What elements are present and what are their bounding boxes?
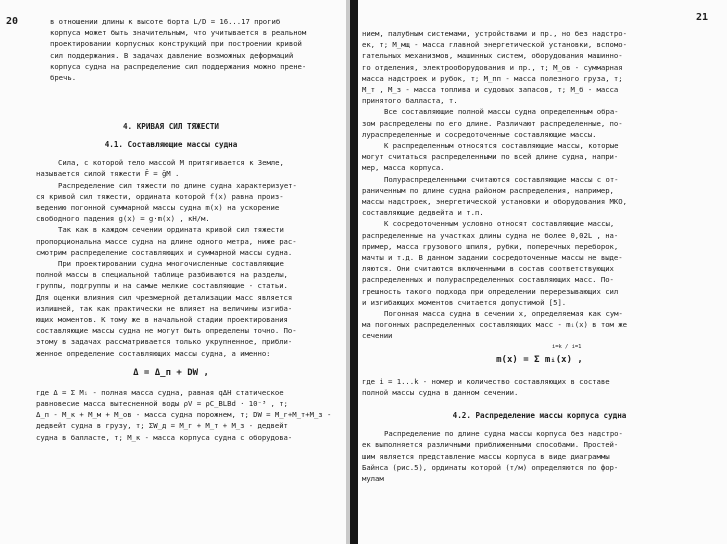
- text-line: Δ_п - M_к + M_м + M_ов - масса судна порожнем, т; DW = M_г+M_т+M_з -: [36, 410, 332, 420]
- left-body: [6, 157, 336, 359]
- text-line: При проектировании судна многочисленные составляющие: [58, 259, 284, 269]
- text-line: могут считаться распределенными по всей длине судна, напри-: [362, 152, 619, 162]
- text-line: мачты и т.д. В данном задании сосредоточенные массы не выде-: [362, 253, 623, 263]
- text-line: в отношении длины к высоте борта L/D = 16...17 прогиб: [50, 17, 281, 26]
- text-line: этому в задачах рассматривается только укрупненное, прибли-: [36, 337, 293, 347]
- text-line: распределенных и полураспределенных составляющих масс. По-: [362, 275, 614, 285]
- text-line: пример, масса грузового шпиля, рубки, поперечных переборок,: [362, 241, 619, 251]
- text-line: лураспределенные и сосредоточенные составляющие массы.: [362, 129, 597, 139]
- text-line: называется силой тяжести F̄ = ḡM .: [36, 169, 180, 179]
- right-after-formula: [362, 376, 717, 398]
- text-line: К сосредоточенным условно относят составляющие массы,: [384, 219, 615, 229]
- text-line: дедвейт судна в грузу, т; ΣW_д = M_г + M_т + M_з - дедвейт: [36, 421, 288, 431]
- left-bottom-paragraph: [6, 387, 336, 443]
- text-line: принятого балласта, т.: [362, 96, 458, 106]
- text-line: нием, палубным системами, устройствами и пр., но без надстро-: [362, 29, 627, 38]
- text-line: излишней, так как практически не влияет на величины изгиба-: [36, 303, 293, 313]
- text-line: корпуса судна на распределение сил поддержания можно прене-: [50, 61, 307, 71]
- text-line: сил поддержания. В задачах давление возможных деформаций: [50, 50, 294, 60]
- text-line: проектировании корпусных конструкций при построении кривой: [50, 39, 302, 49]
- left-top-paragraph: [6, 16, 336, 83]
- text-line: мулам: [362, 473, 384, 483]
- text-line: женное определение составляющих массы судна, а именно:: [36, 348, 271, 358]
- text-line: шим является представление массы корпуса в виде диаграммы: [362, 451, 610, 461]
- right-mid-paragraphs: [362, 106, 717, 341]
- text-line: Для оценки влияния сил чрезмерной детализации масс является: [36, 292, 293, 302]
- text-line: составляющие массы судна не могут быть определены точно. По-: [36, 326, 297, 336]
- text-line: зом распределены по его длине. Различают распределенные, по-: [362, 118, 623, 128]
- text-line: составляющие дедвейта и т.п.: [362, 208, 484, 218]
- text-line: группы, подгруппы и на самые мелкие составляющие - статьи.: [36, 281, 288, 291]
- text-line: M_т , M_з - масса топлива и судовых запасов, т; M_б - масса: [362, 85, 619, 95]
- text-line: распределенные на участках длины судна не более 0,02L , на-: [362, 230, 619, 240]
- text-line: Все составляющие полной массы судна определенным обра-: [384, 107, 619, 117]
- text-line: Так как в каждом сечении ордината кривой сил тяжести: [58, 225, 284, 235]
- text-line: Байнса (рис.5), ординаты которой (т/м) определяются по фор-: [362, 462, 619, 472]
- text-line: К распределенным относятся составляющие массы, которые: [384, 141, 619, 151]
- text-line: ющих моментов. К тому же в начальной стадии проектирования: [36, 315, 288, 325]
- text-line: Распределение по длине судна массы корпуса без надстро-: [384, 429, 623, 439]
- subsection-heading: 4.1. Составляющие массы судна: [104, 140, 238, 150]
- text-line: где Δ = Σ Mᵢ - полная масса судна, равная qΔH статическое: [36, 387, 284, 397]
- book-gutter: [350, 0, 358, 544]
- main-formula: Δ = Δ_п + DW ,: [133, 367, 209, 378]
- text-line: Полураспределенными считаются составляющие массы с от-: [384, 174, 619, 184]
- text-line: ся кривой сил тяжести, ордината которой f(x) равна произ-: [36, 191, 284, 201]
- text-line: го отделения, электрооборудования и пр., т; M_ов - суммарная: [362, 62, 623, 72]
- text-line: ма погонных распределенных составляющих масс - mᵢ(x) в том же: [362, 320, 627, 330]
- text-line: пропорциональна массе судна на длине одного метра, ниже рас-: [36, 236, 297, 246]
- text-line: корпуса может быть значительным, что учитывается в реальном: [50, 28, 307, 38]
- text-line: мер, масса корпуса.: [362, 163, 445, 173]
- text-line: равновесие масса вытесненной воды ρV = ρC_BLBd · 10⁻³ , т;: [36, 399, 288, 409]
- right-page: [358, 0, 727, 544]
- right-top-paragraph: [362, 28, 717, 106]
- text-line: раниченным по длине судна районом распределения, например,: [362, 185, 614, 195]
- text-line: Сила, с которой тело массой M притягивается к Земле,: [58, 158, 284, 168]
- text-line: бречь.: [50, 73, 77, 83]
- section-heading: 4. КРИВАЯ СИЛ ТЯЖЕСТИ: [122, 122, 219, 132]
- text-line: ек, т; M_мщ - масса главной энергетической установки, вспомо-: [362, 40, 627, 50]
- subsection-heading-right: 4.2. Распределение массы корпуса судна: [452, 411, 627, 421]
- text-line: масса надстроек и рубок, т; M_пп - масса полезного груза, т;: [362, 73, 623, 83]
- text-line: массы надстроек, энергетической установки и оборудования МКО,: [362, 197, 627, 207]
- formula-summation-limits: i=k / i=1: [552, 343, 582, 350]
- text-line: Распределение сил тяжести по длине судна характеризует-: [58, 180, 297, 190]
- page-number-left: 20: [6, 16, 19, 27]
- text-line: полной массы судна в данном сечении.: [362, 387, 519, 397]
- text-line: и изгибающих моментов считается допустимой [5].: [362, 297, 567, 307]
- text-line: судна в балласте, т; M_к - масса корпуса судна с оборудова-: [36, 432, 293, 442]
- text-line: Погонная масса судна в сечении x, определяемая как сум-: [384, 309, 623, 319]
- text-line: гательных механизмов, машинных систем, оборудования машинно-: [362, 51, 623, 61]
- text-line: свободного падения g(x) = g·m(x) , кН/м.: [36, 214, 210, 224]
- text-line: грешность такого подхода при определении перерезывающих сил: [362, 286, 619, 296]
- text-line: ведению погонной суммарной массы судна m(x) на ускорение: [36, 203, 280, 213]
- text-line: ек выполняется различными приближенными способами. Простей-: [362, 440, 619, 450]
- mass-sum-formula: m(x) = Σ mᵢ(x) ,: [496, 354, 583, 365]
- page-number-right: 21: [696, 12, 709, 23]
- text-line: сечении: [362, 331, 393, 341]
- text-line: где i = 1...k - номер и количество составляющих в составе: [362, 376, 610, 386]
- text-line: ляются. Они считаются включенными в состав соответствующих: [362, 264, 614, 274]
- right-last-paragraph: [362, 428, 717, 484]
- left-page: [0, 0, 350, 544]
- text-line: полной массы в специальной таблице разбиваются на разделы,: [36, 270, 288, 280]
- text-line: смотрим распределение составляющих и суммарной массы судна.: [36, 247, 293, 257]
